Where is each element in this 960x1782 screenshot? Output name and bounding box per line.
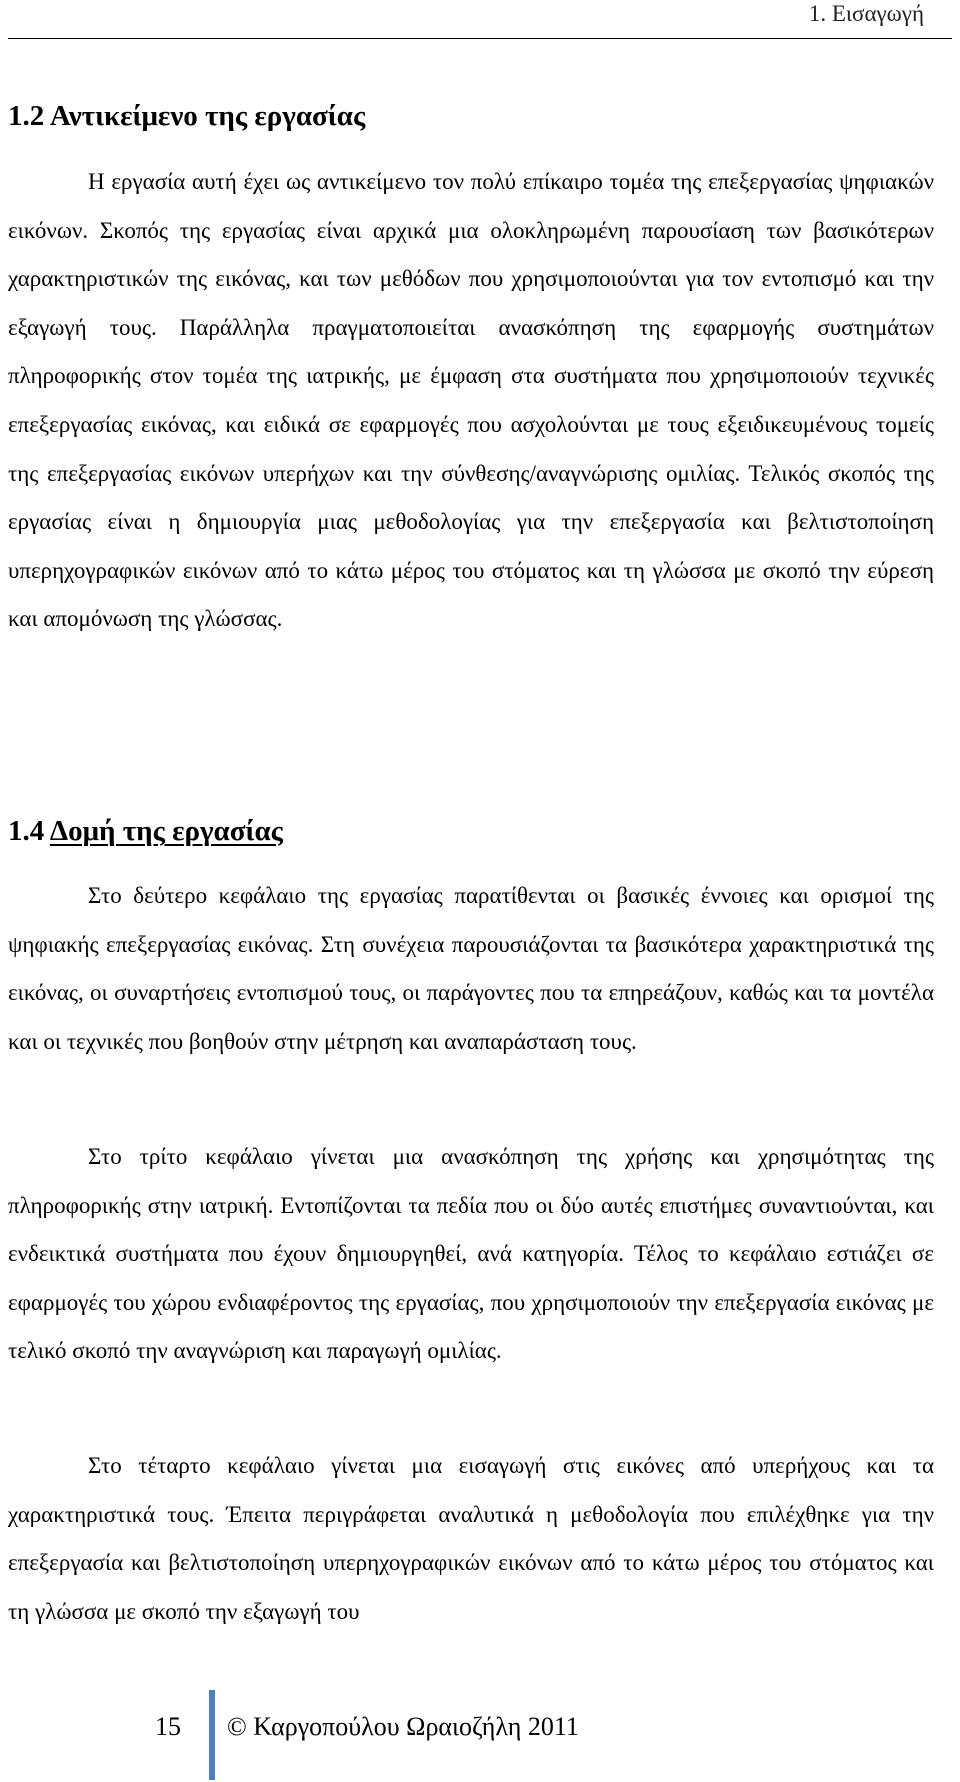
section-heading-objective: [8, 98, 365, 134]
section-number: 1.4: [8, 815, 45, 847]
header-rule: [8, 38, 952, 39]
page-number: 15: [155, 1712, 181, 1741]
paragraph-chapter-two: Στο δεύτερο κεφάλαιο της εργασίας παρατίθενται οι βασικές έννοιες και ορισμοί της ψηφιακής επεξεργασίας εικόνας. Στη συνέχεια παρουσιάζονται τα βασικότερα χαρακτηριστικά της εικόνας, οι συναρτήσεις εντοπισμού τους, οι παράγοντες που τα επηρεάζουν, καθώς και τα μοντέλα και οι τεχνικές που βοηθούν στην μέτρηση και αναπαράσταση τους.: [8, 883, 934, 1054]
section-number: 1.2: [8, 100, 45, 132]
section-title: Αντικείμενο της εργασίας: [49, 100, 366, 132]
running-header: 1. Εισαγωγή: [808, 1, 924, 26]
footer-accent-bar: [209, 1690, 215, 1780]
section-heading-structure: [8, 813, 283, 849]
page-footer: [0, 1690, 960, 1780]
footer-copyright: © Καργοπούλου Ωραιοζήλη 2011: [227, 1712, 579, 1741]
paragraph-objective: Η εργασία αυτή έχει ως αντικείμενο τον πολύ επίκαιρο τομέα της επεξεργασίας ψηφιακών εικόνων. Σκοπός της εργασίας είναι αρχικά μια ολοκληρωμένη παρουσίαση των βασικότερων χαρακτηριστικών της εικόνας, και των μεθόδων που χρησιμοποιούνται για τον εντοπισμό και την εξαγωγή τους. Παράλληλα πραγματοποιείται ανασκόπηση της εφαρμογής συστημάτων πληροφορικής στον τομέα της ιατρικής, με έμφαση στα συστήματα που χρησιμοποιούν τεχνικές επεξεργασίας εικόνας, και ειδικά σε εφαρμογές που ασχολούνται με τους εξειδικευμένους τομείς της επεξεργασίας εικόνων υπερήχων και την σύνθεσης/αναγνώρισης ομιλίας. Τελικός σκοπός της εργασίας είναι η δημιουργία μιας μεθοδολογίας για την επεξεργασία και βελτιστοποίηση υπερηχογραφικών εικόνων από το κάτω μέρος του στόματος και τη γλώσσα με σκοπό την εύρεση και απομόνωση της γλώσσας.: [8, 169, 934, 632]
paragraph-chapter-three: Στο τρίτο κεφάλαιο γίνεται μια ανασκόπηση της χρήσης και χρησιμότητας της πληροφορικής στην ιατρική. Εντοπίζονται τα πεδία που οι δύο αυτές επιστήμες συναντιούνται, και ενδεικτικά συστήματα που έχουν δημιουργηθεί, ανά κατηγορία. Τέλος το κεφάλαιο εστιάζει σε εφαρμογές του χώρου ενδιαφέροντος της εργασίας, που χρησιμοποιούν την επεξεργασία εικόνας με τελικό σκοπό την αναγνώριση και παραγωγή ομιλίας.: [8, 1144, 934, 1364]
paragraph-chapter-four: Στο τέταρτο κεφάλαιο γίνεται μια εισαγωγή στις εικόνες από υπερήχους και τα χαρακτηριστικά τους. Έπειτα περιγράφεται αναλυτικά η μεθοδολογία που επιλέχθηκε για την επεξεργασία και βελτιστοποίηση υπερηχογραφικών εικόνων από το κάτω μέρος του στόματος και τη γλώσσα με σκοπό την εξαγωγή του: [8, 1453, 934, 1624]
section-title: Δομή της εργασίας: [49, 815, 283, 847]
